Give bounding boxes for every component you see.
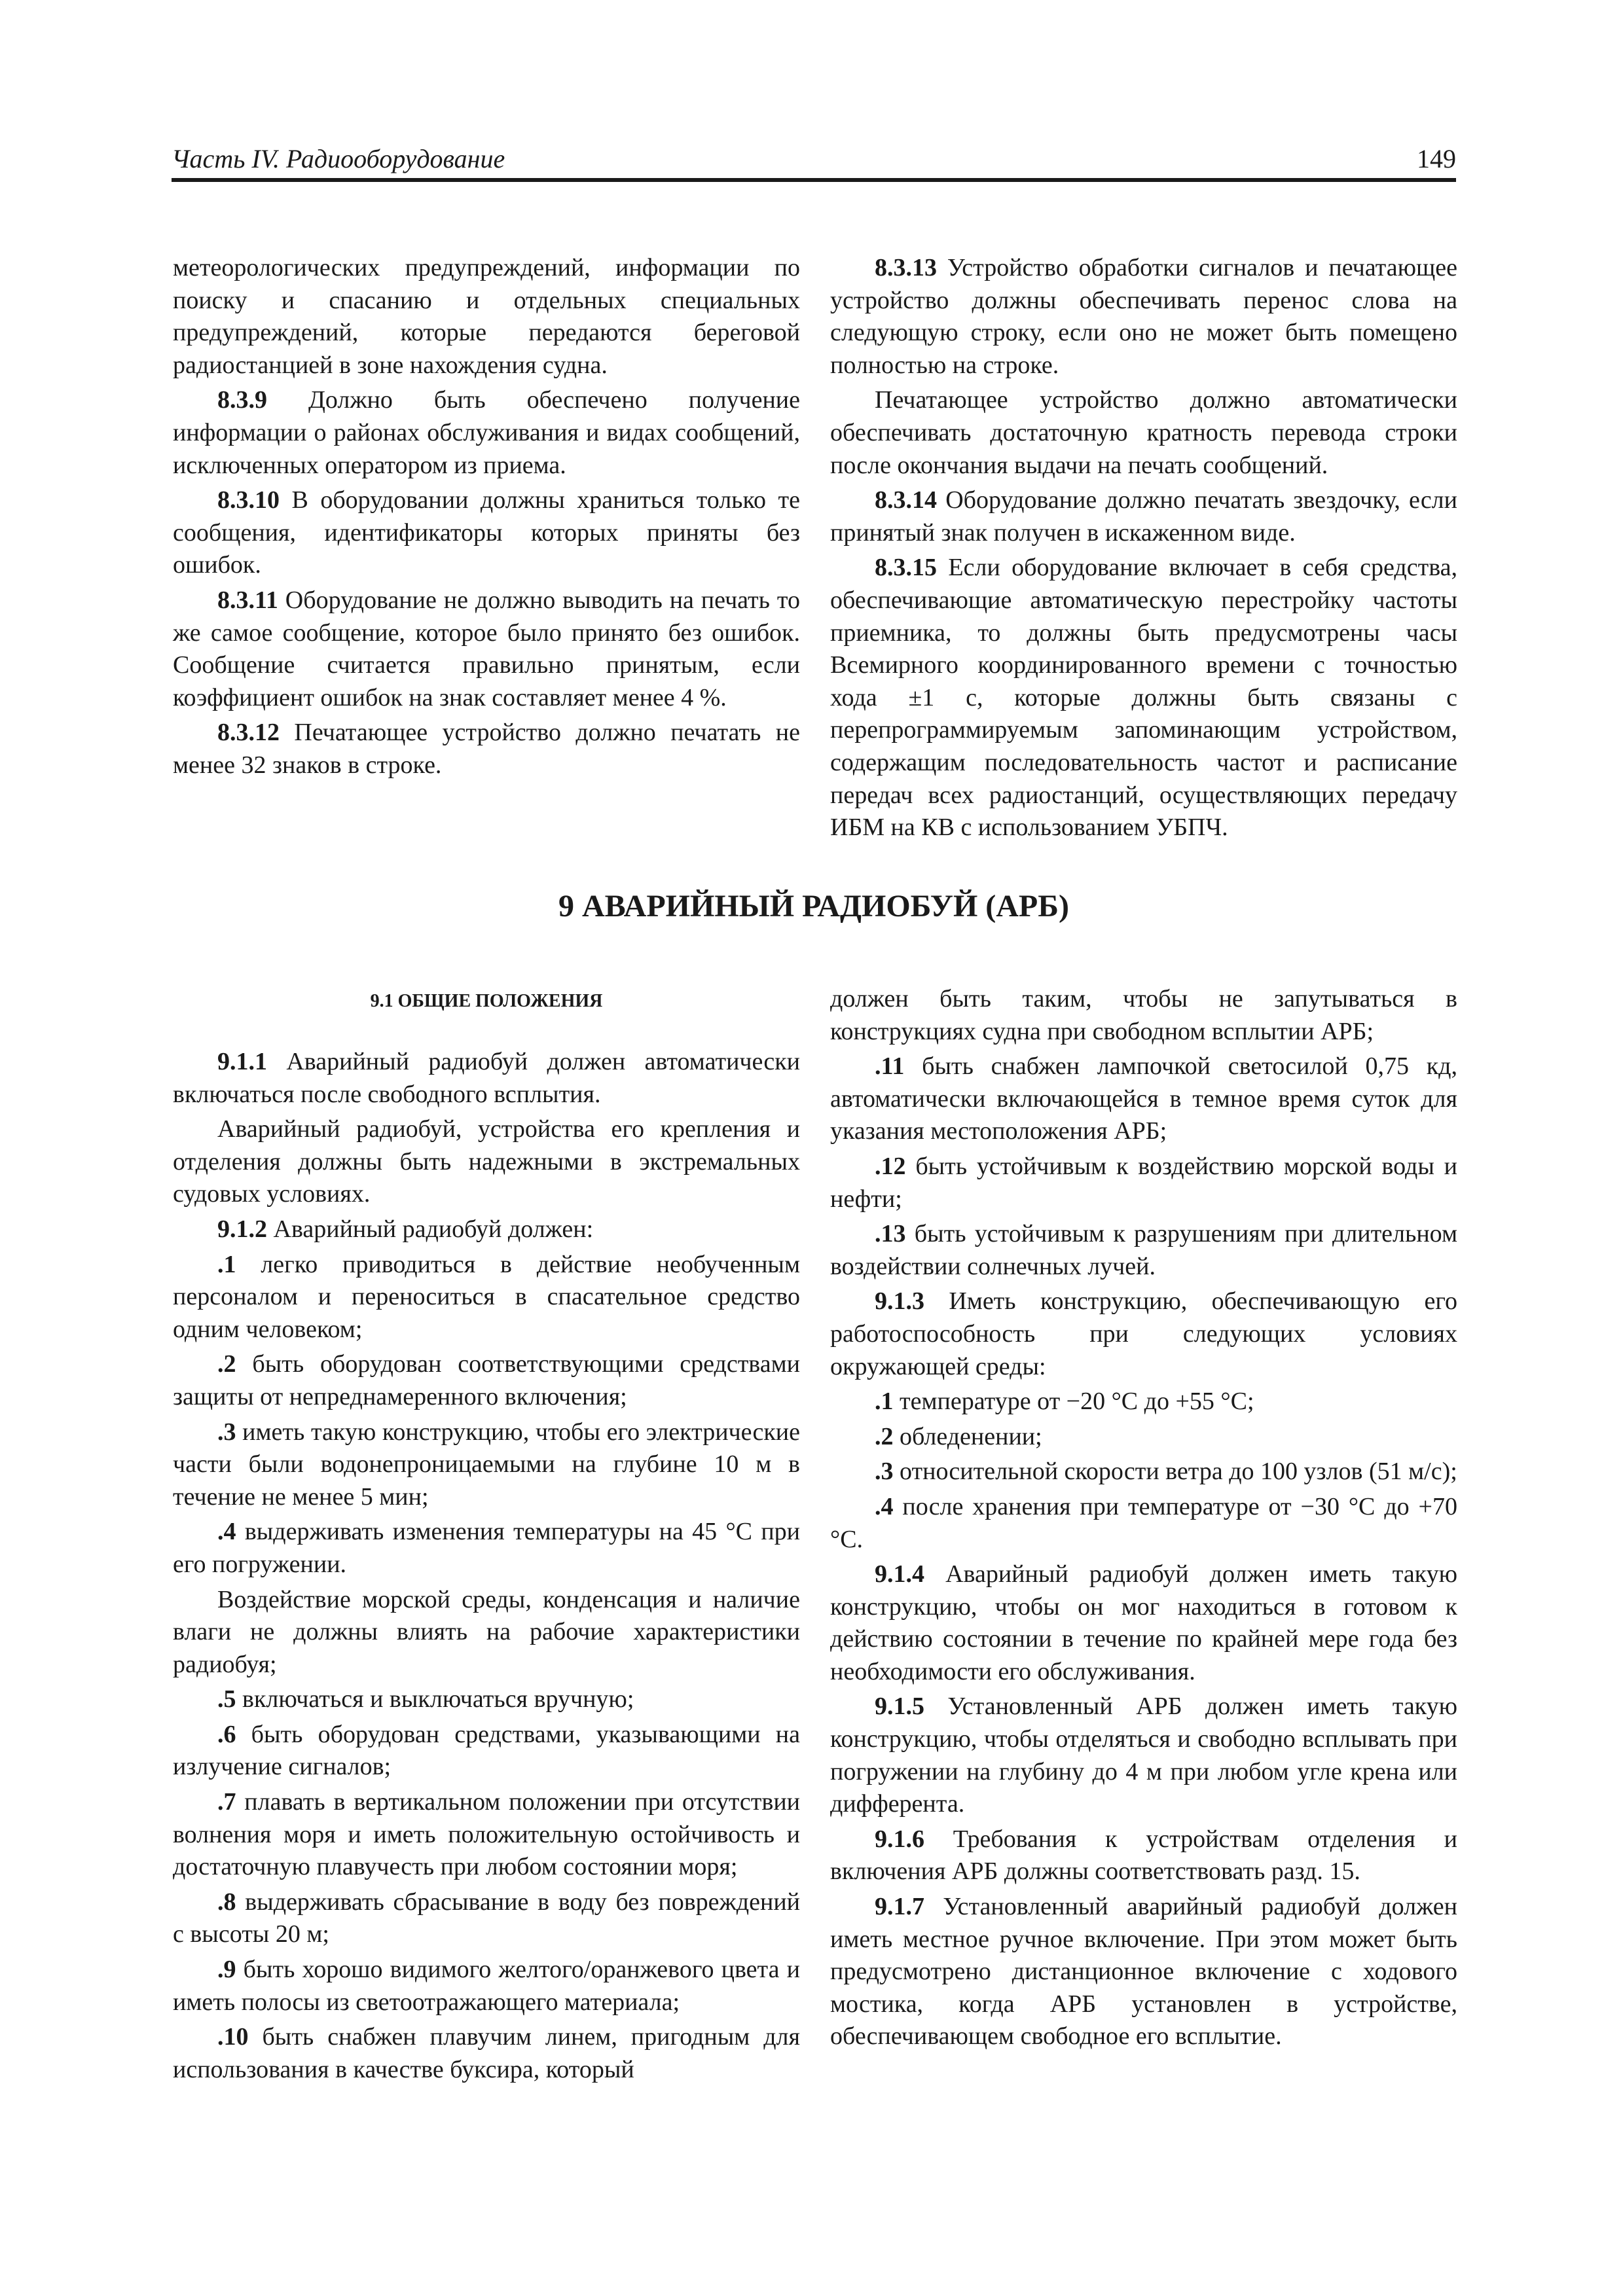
clause-number: 8.3.10 — [217, 486, 280, 514]
paragraph-text: быть оборудован средствами, указывающими на излучение сигналов; — [173, 1720, 800, 1781]
paragraph — [830, 252, 1457, 382]
paragraph-text: температуре от −20 °С до +55 °С; — [893, 1388, 1254, 1416]
clause-number: 8.3.11 — [217, 586, 278, 614]
paragraph — [173, 2021, 800, 2086]
header-title: Часть IV. Радиооборудование — [172, 144, 505, 173]
paragraph — [830, 384, 1457, 482]
paragraph — [173, 1113, 800, 1211]
paragraph — [173, 484, 800, 582]
paragraph-text: плавать в вертикальном положении при отсутствии волнения моря и иметь положительную остойчивость и достаточную плавучесть при любом состоянии моря; — [173, 1788, 800, 1881]
paragraph — [173, 1719, 800, 1784]
paragraph — [830, 1823, 1457, 1888]
paragraph-text: Аварийный радиобуй должен иметь такую конструкцию, чтобы он мог находиться в готовом к действию состоянии в течение по крайней мере года без необходимости его обслуживания. — [830, 1560, 1457, 1685]
paragraph — [830, 552, 1457, 844]
paragraph-text: Аварийный радиобуй должен: — [267, 1215, 594, 1243]
paragraph — [173, 1683, 800, 1716]
clause-number: .10 — [217, 2023, 249, 2051]
bottom-left-column — [173, 983, 800, 2089]
paragraph — [173, 1954, 800, 2018]
bottom-right-column — [830, 983, 1457, 2056]
paragraph — [173, 384, 800, 482]
clause-number: .3 — [217, 1418, 236, 1446]
clause-number: .3 — [875, 1458, 894, 1486]
paragraph — [830, 1491, 1457, 1556]
paragraph — [173, 1516, 800, 1581]
clause-number: 8.3.13 — [875, 254, 937, 281]
paragraph-text: Установленный аварийный радиобуй должен иметь местное ручное включение. При этом может быть предусмотрено дистанционное включение с ходового мостика, когда АРБ установлен в устройстве, обеспечивающем свободное его всплытие. — [830, 1893, 1457, 2051]
paragraph-text: обледенении; — [893, 1422, 1042, 1450]
paragraph-text: Аварийный радиобуй должен автоматически включаться после свободного всплытия. — [173, 1048, 800, 1108]
clause-number: .5 — [217, 1685, 236, 1713]
clause-number: .4 — [875, 1492, 894, 1520]
clause-number: .2 — [217, 1350, 236, 1378]
paragraph — [173, 717, 800, 781]
paragraph — [830, 1558, 1457, 1688]
paragraph — [173, 1416, 800, 1514]
paragraph — [830, 1151, 1457, 1215]
paragraph-text: Аварийный радиобуй, устройства его крепления и отделения должны быть надежными в экстремальных судовых условиях. — [173, 1115, 800, 1208]
paragraph-text: Если оборудование включает в себя средства, обеспечивающие автоматическую перестройку частоты приемника, то должны быть предусмотрены часы Всемирного координированного времени с точностью хода ±1 с, которые должны быть связаны с перепрограммируемым запоминающим устройством, содержащим последовательность частот и расписание передач всех радиостанций, осуществляющих передачу ИБМ на КВ с использованием УБПЧ. — [830, 554, 1457, 842]
clause-number: 9.1.5 — [875, 1693, 924, 1721]
paragraph-text: после хранения при температуре от −30 °С до +70 °С. — [830, 1492, 1457, 1553]
clause-number: 9.1.4 — [875, 1560, 924, 1588]
paragraph — [173, 1348, 800, 1413]
paragraph-text: Иметь конструкцию, обеспечивающую его работоспособность при следующих условиях окружающей среды: — [830, 1287, 1457, 1380]
paragraph-text: выдерживать изменения температуры на 45 °С при его погружении. — [173, 1518, 800, 1578]
paragraph-text: быть устойчивым к разрушениям при длительном воздействии солнечных лучей. — [830, 1220, 1457, 1280]
clause-number: 9.1.7 — [875, 1893, 924, 1921]
page-header — [172, 143, 1456, 175]
paragraph-text: В оборудовании должны храниться только те сообщения, идентификаторы которых приняты без ошибок. — [173, 486, 800, 579]
paragraph-text: легко приводиться в действие необученным персоналом и переноситься в спасательное средство одним человеком; — [173, 1250, 800, 1343]
top-right-column — [830, 252, 1457, 847]
clause-number: 9.1.3 — [875, 1287, 924, 1316]
paragraph — [173, 252, 800, 382]
clause-number: 8.3.9 — [217, 386, 267, 414]
paragraph — [173, 1886, 800, 1951]
top-left-column — [173, 252, 800, 785]
paragraph — [830, 1691, 1457, 1820]
paragraph-text: Воздействие морской среды, конденсация и наличие влаги не должны влиять на рабочие характеристики радиобуя; — [173, 1585, 800, 1678]
paragraph-text: Должно быть обеспечено получение информации о районах обслуживания и видах сообщений, исключенных оператором из приема. — [173, 386, 800, 479]
clause-number: .2 — [875, 1422, 894, 1450]
clause-number: .13 — [875, 1220, 906, 1248]
paragraph-text: быть снабжен лампочкой светосилой 0,75 кд, автоматически включающейся в темное время суток для указания местоположения АРБ; — [830, 1052, 1457, 1145]
paragraph — [830, 1456, 1457, 1488]
section-title: 9 АВАРИЙНЫЙ РАДИОБУЙ (АРБ) — [558, 889, 1069, 924]
paragraph-text: метеорологических предупреждений, информации по поиску и спасанию и отдельных специальных предупреждений, которые передаются береговой радиостанцией в зоне нахождения судна. — [173, 254, 800, 379]
clause-number: 8.3.15 — [875, 554, 937, 582]
clause-number: .6 — [217, 1720, 236, 1748]
subsection-heading: 9.1 ОБЩИЕ ПОЛОЖЕНИЯ — [370, 991, 603, 1011]
clause-number: 9.1.1 — [217, 1048, 267, 1075]
paragraph — [173, 584, 800, 714]
clause-number: .8 — [217, 1888, 236, 1916]
paragraph-text: быть хорошо видимого желтого/оранжевого цвета и иметь полосы из светоотражающего материала; — [173, 1956, 800, 2016]
paragraph-text: Печатающее устройство должно печатать не менее 32 знаков в строке. — [173, 719, 800, 779]
paragraph — [830, 1891, 1457, 2053]
paragraph-text: Оборудование не должно выводить на печать то же самое сообщение, которое было принято без ошибок. Сообщение считается правильно принятым, если коэффициент ошибок на знак составляет менее 4 %. — [173, 586, 800, 711]
paragraph — [173, 1046, 800, 1111]
paragraph — [173, 1213, 800, 1246]
bottom-left-paragraphs — [173, 1046, 800, 2086]
paragraph-text: выдерживать сбрасывание в воду без повреждений с высоты 20 м; — [173, 1888, 800, 1948]
paragraph-text: Печатающее устройство должно автоматически обеспечивать достаточную кратность перевода строки после окончания выдачи на печать сообщений. — [830, 386, 1457, 479]
paragraph-text: Установленный АРБ должен иметь такую конструкцию, чтобы отделяться и свободно всплывать при погружении на глубину до 4 м при любом угле крена или дифферента. — [830, 1693, 1457, 1818]
clause-number: .1 — [217, 1250, 236, 1278]
paragraph-text: должен быть таким, чтобы не запутываться в конструкциях судна при свободном всплытии АРБ; — [830, 985, 1457, 1045]
clause-number: .4 — [217, 1518, 236, 1546]
clause-number: .9 — [217, 1956, 236, 1984]
clause-number: 9.1.2 — [217, 1215, 267, 1243]
paragraph — [173, 1786, 800, 1884]
paragraph-text: Требования к устройствам отделения и включения АРБ должны соответствовать разд. 15. — [830, 1825, 1457, 1886]
paragraph-text: быть оборудован соответствующими средствами защиты от непреднамеренного включения; — [173, 1350, 800, 1410]
paragraph — [830, 1285, 1457, 1383]
header-rule — [172, 178, 1456, 182]
paragraph-text: включаться и выключаться вручную; — [236, 1685, 634, 1713]
paragraph — [830, 484, 1457, 549]
clause-number: .11 — [875, 1052, 905, 1081]
paragraph-text: быть снабжен плавучим линем, пригодным для использования в качестве буксира, который — [173, 2023, 800, 2083]
clause-number: .7 — [217, 1788, 236, 1816]
paragraph-text: иметь такую конструкцию, чтобы его электрические части были водонепроницаемыми на глубине 10 м в течение не менее 5 мин; — [173, 1418, 800, 1511]
paragraph — [830, 1218, 1457, 1283]
paragraph — [830, 1421, 1457, 1454]
clause-number: 8.3.14 — [875, 486, 937, 514]
paragraph — [830, 1050, 1457, 1148]
paragraph — [173, 1249, 800, 1346]
paragraph-text: относительной скорости ветра до 100 узлов (51 м/с); — [893, 1458, 1457, 1486]
paragraph-text: Оборудование должно печатать звездочку, если принятый знак получен в искаженном виде. — [830, 486, 1457, 547]
page-number: 149 — [1417, 144, 1456, 173]
clause-number: 9.1.6 — [875, 1825, 924, 1853]
clause-number: .12 — [875, 1152, 906, 1180]
clause-number: 8.3.12 — [217, 719, 280, 747]
paragraph-text: быть устойчивым к воздействию морской воды и нефти; — [830, 1152, 1457, 1213]
paragraph — [830, 983, 1457, 1048]
paragraph — [830, 1386, 1457, 1418]
paragraph — [173, 1584, 800, 1681]
clause-number: .1 — [875, 1388, 894, 1416]
paragraph-text: Устройство обработки сигналов и печатающее устройство должны обеспечивать перенос слова на следующую строку, если оно не может быть помещено полностью на строке. — [830, 254, 1457, 379]
